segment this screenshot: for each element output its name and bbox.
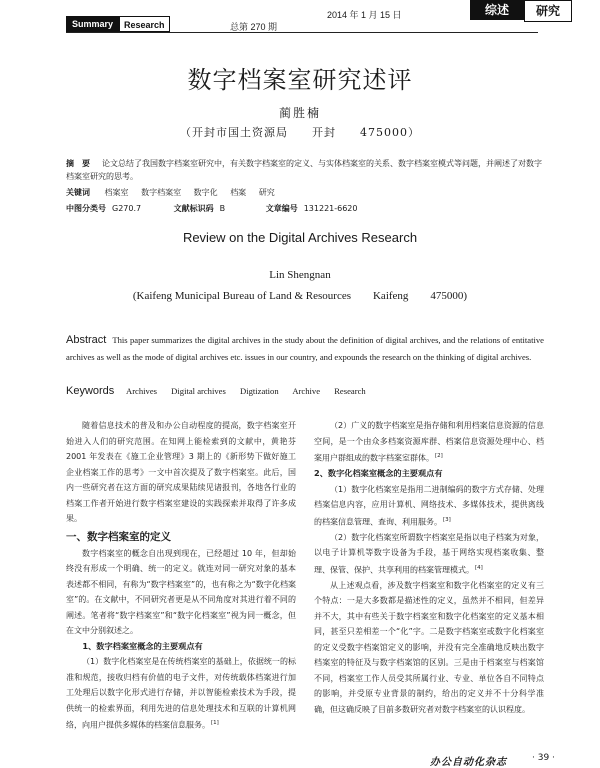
keywords-cn bbox=[66, 186, 285, 199]
keyword-en: Research bbox=[334, 386, 366, 396]
paragraph-text: （2）广义的数字档案室是指存储和利用档案信息资源的信息空间，是一个由众多档案资源库群、档案信息资源处理中心、档案用户群组成的数字档案室群体。 bbox=[314, 421, 544, 463]
keywords-cn-label: 关键词 bbox=[66, 188, 90, 197]
keyword-cn: 档案室 bbox=[104, 188, 129, 197]
keywords-en bbox=[66, 385, 378, 397]
citation-mark: [3] bbox=[443, 516, 451, 523]
abstract-cn-label: 摘 要 bbox=[66, 159, 90, 168]
citation-mark: [1] bbox=[211, 720, 219, 726]
keyword-cn: 档案 bbox=[230, 188, 247, 197]
keyword-en: Digital archives bbox=[171, 386, 226, 396]
keyword-en: Digtization bbox=[239, 386, 279, 396]
clc-value: G270.7 bbox=[112, 204, 142, 213]
keyword-en: Archive bbox=[292, 386, 321, 396]
author-en: Lin Shengnan bbox=[269, 269, 331, 281]
journal-name: 办公自动化杂志 bbox=[430, 757, 507, 768]
citation-mark: [4] bbox=[475, 564, 483, 571]
author-cn: 蔺胜楠 bbox=[278, 106, 321, 120]
paragraph bbox=[314, 530, 544, 578]
abstract-en bbox=[66, 332, 544, 365]
doc-code-label: 文献标识码 bbox=[173, 204, 214, 213]
paragraph-text: （1）数字化档案室是指用二进制编码的数字方式存储、处理档案信息内容，应用计算机、网络技术、多媒体技术，提供离线的档案信息管理、查询、利用服务。 bbox=[314, 484, 544, 527]
paragraph bbox=[314, 482, 544, 530]
subheading-digitized-archive-views: 2、数字化档案室概念的主要观点有 bbox=[314, 468, 443, 479]
paragraph: 从上述观点看，涉及数字档案室和数字化档案室的定义有三个特点：一是大多数都是描述性的定义，虽然并不相同，但差异并不大，其中有些关于数字档案室和数字化档案室的定义基本相同，甚至只差相差一个“化”字。二是数字档案室或数字化档案室的定义受数字档案馆定义的影响，并没有完全准确地反映出数字档案室的特征及与数字档案馆的区别。三是由于档案室与档案馆不同，档案室工作人员受其所属行业、专业、单位各自不同特点的影响，并受原专业背景的制约，给出的定义并不十分科学准确，但这确反映了目前多数研究者对数字档案室的认识程度。 bbox=[314, 580, 544, 714]
intro-paragraph: 随着信息技术的普及和办公自动程度的提高，数字档案室开始进入人们的研究范围。在知网上能检索到的文献中，黄艳芬 2001 年发表在《施工企业管理》3 期上的《新形势下做好施工企业档案工作的思考》一文中首次提及了数字档案室。此后，国内一些研究者在这方面的研究成果陆续见诸报刊，各地各行业的档案工作者开始进行数字档案室建设的实践探索并取得了许多成果。 bbox=[66, 421, 296, 523]
affiliation-en: (Kaifeng Municipal Bureau of Land & Resources Kaifeng 475000) bbox=[132, 290, 468, 302]
clc-label: 中图分类号 bbox=[66, 204, 106, 213]
keyword-en: Archives bbox=[125, 386, 158, 396]
affiliation-cn: （开封市国土资源局 开封 475000） bbox=[180, 126, 420, 139]
section-badge bbox=[66, 16, 170, 32]
keyword-cn: 研究 bbox=[258, 188, 275, 197]
paragraph bbox=[66, 654, 296, 733]
body-column-left bbox=[66, 418, 296, 733]
classification-line bbox=[66, 202, 358, 215]
abstract-cn-text: 论文总结了我国数字档案室研究中，有关数字档案室的定义、与实体档案室的关系、数字档案室模式等问题，并阐述了对数字档案室研究的思考。 bbox=[66, 159, 542, 181]
keyword-cn: 数字化 bbox=[193, 188, 218, 197]
abstract-cn bbox=[66, 157, 544, 183]
paragraph: 数字档案室的概念自出现到现在，已经超过 10 年，但却始终没有形成一个明确、统一的定义。就连对同一研究对象的基本表述都不相同，有称为“数字档案室”的，也有称之为“数字化档案室”的。在文献中，不同研究者更是从不同角度对其进行着不同的阐述。笔者将“数字档案室”和“数字化档案室”视为同一概念，但在文中分别叙述之。 bbox=[66, 548, 296, 635]
paragraph-text: （1）数字化档案室是在传统档案室的基础上，依据统一的标准和规范，接收归档有价值的电子文件，对传统载体档案进行加工处理后以数字化形式进行存储，并以智能检索技术为手段，提供统一的检索界面，利用先进的信息处理技术和互联的计算机网络，向用户提供多媒体的档案信息服务。 bbox=[66, 657, 296, 730]
body-column-right bbox=[314, 418, 544, 717]
article-no-value: 131221-6620 bbox=[303, 204, 358, 213]
keywords-en-label: Keywords bbox=[66, 385, 115, 397]
paragraph bbox=[314, 418, 544, 466]
article-no-label: 文章编号 bbox=[265, 204, 298, 213]
section-tag-research: 研究 bbox=[524, 0, 572, 22]
page-number: · 39 · bbox=[532, 753, 555, 763]
keyword-cn: 数字档案室 bbox=[141, 188, 182, 197]
citation-mark: [2] bbox=[435, 453, 443, 459]
header-rule bbox=[66, 32, 538, 33]
badge-research: Research bbox=[119, 16, 170, 32]
section-heading-definition: 一、数字档案室的定义 bbox=[66, 530, 171, 543]
article-title-cn: 数字档案室研究述评 bbox=[187, 66, 413, 94]
doc-code-value: B bbox=[219, 204, 226, 213]
paragraph-text: （2）数字化档案室所谓数字档案室是指以电子档案为对象，以电子计算机等数字设备为手段，基于网络实现档案收集、整理、保管、保护、共享利用的档案管理模式。 bbox=[314, 532, 544, 575]
badge-summary: Summary bbox=[66, 16, 119, 32]
section-tag-summary: 综述 bbox=[470, 0, 524, 20]
abstract-en-label: Abstract bbox=[66, 334, 107, 346]
issue-number: 总第 270 期 bbox=[230, 22, 278, 32]
subheading-digital-archive-views: 1、数字档案室概念的主要观点有 bbox=[82, 640, 203, 651]
issue-date: 2014 年 1 月 15 日 bbox=[327, 10, 402, 20]
abstract-en-text: This paper summarizes the digital archives in the study about the definition of digital archives, and the relations of entitative archives as well as the mode of digital archives etc. issues in our country, and expounds the research on the thinking of digital archives. bbox=[66, 335, 544, 362]
article-title-en: Review on the Digital Archives Research bbox=[182, 230, 418, 245]
